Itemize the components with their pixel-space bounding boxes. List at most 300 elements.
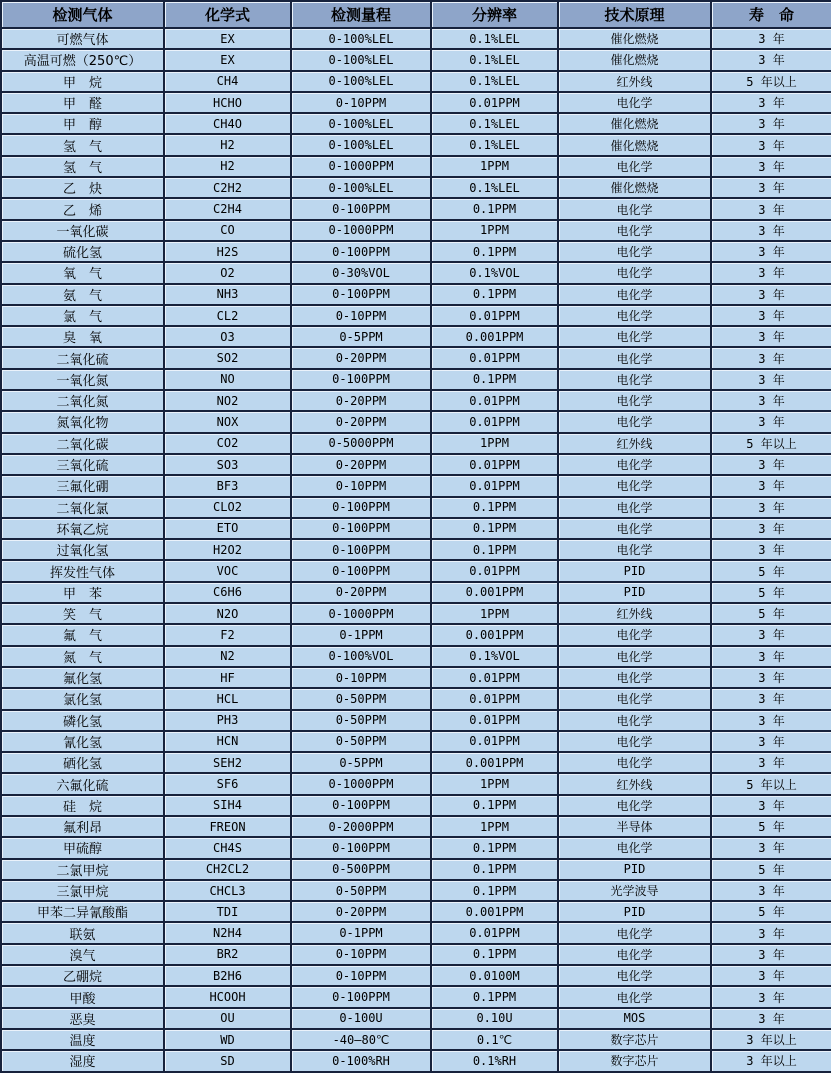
cell-principle: 电化学 (559, 391, 712, 412)
table-row (2, 263, 831, 284)
cell-lifespan: 3 年以上 (712, 1030, 831, 1051)
cell-formula: NO (165, 370, 292, 391)
column-header-lifespan: 寿 命 (712, 2, 831, 29)
column-header-principle: 技术原理 (559, 2, 712, 29)
cell-principle: 电化学 (559, 327, 712, 348)
cell-principle: 电化学 (559, 647, 712, 668)
cell-lifespan: 3 年 (712, 625, 831, 646)
cell-formula: SO2 (165, 348, 292, 369)
cell-formula: CH4 (165, 72, 292, 93)
table-row (2, 1051, 831, 1072)
cell-lifespan: 3 年 (712, 306, 831, 327)
cell-range: 0-100PPM (292, 519, 432, 540)
cell-formula: NOX (165, 412, 292, 433)
table-row (2, 540, 831, 561)
cell-principle: 电化学 (559, 263, 712, 284)
table-row (2, 774, 831, 795)
cell-principle: 数字芯片 (559, 1051, 712, 1072)
table-row (2, 689, 831, 710)
cell-principle: MOS (559, 1009, 712, 1030)
cell-resolution: 0.01PPM (432, 689, 559, 710)
table-row (2, 285, 831, 306)
cell-principle: 电化学 (559, 732, 712, 753)
cell-lifespan: 3 年 (712, 987, 831, 1008)
cell-principle: 电化学 (559, 540, 712, 561)
table-row (2, 711, 831, 732)
cell-formula: EX (165, 50, 292, 71)
cell-formula: N2 (165, 647, 292, 668)
cell-resolution: 0.001PPM (432, 583, 559, 604)
cell-lifespan: 5 年 (712, 817, 831, 838)
cell-lifespan: 5 年 (712, 583, 831, 604)
cell-formula: NH3 (165, 285, 292, 306)
cell-formula: SD (165, 1051, 292, 1072)
cell-resolution: 0.01PPM (432, 348, 559, 369)
cell-principle: 催化燃烧 (559, 29, 712, 50)
cell-range: 0-1000PPM (292, 221, 432, 242)
cell-lifespan: 3 年 (712, 945, 831, 966)
cell-resolution: 0.1PPM (432, 945, 559, 966)
cell-gas-name: 氯化氢 (2, 689, 165, 710)
cell-gas-name: 甲苯二异氰酸酯 (2, 902, 165, 923)
cell-gas-name: 湿度 (2, 1051, 165, 1072)
cell-gas-name: 甲酸 (2, 987, 165, 1008)
cell-lifespan: 3 年 (712, 455, 831, 476)
cell-principle: 催化燃烧 (559, 178, 712, 199)
cell-range: 0-100%RH (292, 1051, 432, 1072)
cell-range: 0-100PPM (292, 540, 432, 561)
cell-range: 0-2000PPM (292, 817, 432, 838)
table-row (2, 221, 831, 242)
cell-resolution: 0.01PPM (432, 412, 559, 433)
cell-formula: FREON (165, 817, 292, 838)
cell-lifespan: 3 年 (712, 178, 831, 199)
cell-principle: 数字芯片 (559, 1030, 712, 1051)
cell-resolution: 0.1PPM (432, 498, 559, 519)
cell-gas-name: 挥发性气体 (2, 561, 165, 582)
cell-formula: ETO (165, 519, 292, 540)
cell-formula: SEH2 (165, 753, 292, 774)
table-row (2, 434, 831, 455)
cell-range: 0-100%LEL (292, 135, 432, 156)
cell-gas-name: 甲 苯 (2, 583, 165, 604)
cell-resolution: 0.1PPM (432, 987, 559, 1008)
cell-formula: HCHO (165, 93, 292, 114)
cell-formula: H2O2 (165, 540, 292, 561)
header-row (2, 2, 831, 29)
cell-gas-name: 二氧化氮 (2, 391, 165, 412)
cell-range: 0-1PPM (292, 923, 432, 944)
cell-formula: BR2 (165, 945, 292, 966)
cell-resolution: 0.1PPM (432, 881, 559, 902)
cell-range: 0-1000PPM (292, 604, 432, 625)
table-row (2, 242, 831, 263)
cell-resolution: 0.001PPM (432, 625, 559, 646)
cell-range: 0-100PPM (292, 285, 432, 306)
cell-formula: O3 (165, 327, 292, 348)
cell-formula: OU (165, 1009, 292, 1030)
cell-principle: 电化学 (559, 945, 712, 966)
cell-lifespan: 5 年 (712, 902, 831, 923)
cell-resolution: 0.01PPM (432, 668, 559, 689)
cell-lifespan: 3 年 (712, 753, 831, 774)
table-row (2, 966, 831, 987)
cell-resolution: 0.1%LEL (432, 50, 559, 71)
cell-gas-name: 三氧化硫 (2, 455, 165, 476)
cell-resolution: 0.1%VOL (432, 263, 559, 284)
table-row (2, 391, 831, 412)
table-row (2, 306, 831, 327)
cell-principle: 电化学 (559, 348, 712, 369)
cell-range: 0-100PPM (292, 498, 432, 519)
cell-resolution: 0.001PPM (432, 753, 559, 774)
cell-formula: CO2 (165, 434, 292, 455)
cell-principle: PID (559, 860, 712, 881)
cell-gas-name: 乙 炔 (2, 178, 165, 199)
cell-gas-name: 高温可燃（250℃） (2, 50, 165, 71)
cell-range: 0-20PPM (292, 412, 432, 433)
cell-range: 0-10PPM (292, 668, 432, 689)
cell-principle: 电化学 (559, 306, 712, 327)
cell-principle: 电化学 (559, 199, 712, 220)
cell-lifespan: 5 年以上 (712, 434, 831, 455)
cell-gas-name: 二氧化硫 (2, 348, 165, 369)
cell-resolution: 0.1℃ (432, 1030, 559, 1051)
cell-formula: CLO2 (165, 498, 292, 519)
cell-gas-name: 六氟化硫 (2, 774, 165, 795)
cell-lifespan: 3 年 (712, 135, 831, 156)
cell-range: 0-1PPM (292, 625, 432, 646)
table-row (2, 987, 831, 1008)
cell-range: 0-10PPM (292, 93, 432, 114)
cell-formula: C6H6 (165, 583, 292, 604)
cell-lifespan: 3 年 (712, 498, 831, 519)
table-row (2, 796, 831, 817)
cell-resolution: 0.001PPM (432, 327, 559, 348)
cell-gas-name: 联氨 (2, 923, 165, 944)
cell-lifespan: 3 年 (712, 412, 831, 433)
cell-resolution: 0.01PPM (432, 93, 559, 114)
cell-principle: 电化学 (559, 689, 712, 710)
table-row (2, 327, 831, 348)
cell-resolution: 1PPM (432, 817, 559, 838)
cell-resolution: 0.1%LEL (432, 72, 559, 93)
table-row (2, 1009, 831, 1030)
table-row (2, 135, 831, 156)
cell-lifespan: 3 年 (712, 923, 831, 944)
cell-range: 0-100PPM (292, 987, 432, 1008)
cell-range: 0-10PPM (292, 945, 432, 966)
cell-lifespan: 3 年 (712, 327, 831, 348)
cell-lifespan: 3 年 (712, 689, 831, 710)
cell-gas-name: 氟利昂 (2, 817, 165, 838)
table-row (2, 199, 831, 220)
cell-principle: 电化学 (559, 285, 712, 306)
cell-lifespan: 3 年 (712, 50, 831, 71)
cell-formula: CH4S (165, 838, 292, 859)
table-row (2, 455, 831, 476)
cell-principle: 电化学 (559, 923, 712, 944)
table-row (2, 604, 831, 625)
table-row (2, 114, 831, 135)
cell-gas-name: 可燃气体 (2, 29, 165, 50)
cell-formula: H2 (165, 157, 292, 178)
cell-gas-name: 硫化氢 (2, 242, 165, 263)
cell-resolution: 0.1PPM (432, 285, 559, 306)
cell-lifespan: 3 年 (712, 348, 831, 369)
cell-principle: 电化学 (559, 498, 712, 519)
cell-gas-name: 氯 气 (2, 306, 165, 327)
cell-range: 0-100PPM (292, 561, 432, 582)
cell-principle: 电化学 (559, 221, 712, 242)
cell-range: 0-10PPM (292, 306, 432, 327)
cell-formula: VOC (165, 561, 292, 582)
cell-principle: 半导体 (559, 817, 712, 838)
cell-formula: HCN (165, 732, 292, 753)
cell-formula: C2H2 (165, 178, 292, 199)
cell-resolution: 1PPM (432, 604, 559, 625)
table-row (2, 753, 831, 774)
cell-gas-name: 硒化氢 (2, 753, 165, 774)
cell-gas-name: 恶臭 (2, 1009, 165, 1030)
column-header-resolution: 分辨率 (432, 2, 559, 29)
cell-gas-name: 二氯甲烷 (2, 860, 165, 881)
cell-resolution: 0.01PPM (432, 923, 559, 944)
table-row (2, 923, 831, 944)
cell-principle: 电化学 (559, 796, 712, 817)
cell-gas-name: 甲硫醇 (2, 838, 165, 859)
cell-formula: F2 (165, 625, 292, 646)
table-row (2, 370, 831, 391)
cell-principle: 电化学 (559, 455, 712, 476)
cell-gas-name: 一氧化碳 (2, 221, 165, 242)
table-row (2, 625, 831, 646)
cell-resolution: 0.1PPM (432, 796, 559, 817)
cell-range: 0-100%LEL (292, 72, 432, 93)
cell-resolution: 0.1%RH (432, 1051, 559, 1072)
cell-lifespan: 3 年 (712, 93, 831, 114)
cell-lifespan: 3 年 (712, 263, 831, 284)
cell-gas-name: 三氟化硼 (2, 476, 165, 497)
cell-resolution: 0.01PPM (432, 391, 559, 412)
cell-formula: CH4O (165, 114, 292, 135)
cell-formula: WD (165, 1030, 292, 1051)
cell-principle: 电化学 (559, 476, 712, 497)
cell-gas-name: 溴气 (2, 945, 165, 966)
cell-lifespan: 3 年 (712, 199, 831, 220)
cell-lifespan: 3 年 (712, 1009, 831, 1030)
cell-lifespan: 3 年 (712, 668, 831, 689)
cell-range: 0-10PPM (292, 476, 432, 497)
cell-lifespan: 5 年 (712, 561, 831, 582)
cell-principle: 电化学 (559, 711, 712, 732)
cell-gas-name: 氮氧化物 (2, 412, 165, 433)
cell-range: 0-100%LEL (292, 50, 432, 71)
cell-lifespan: 3 年 (712, 540, 831, 561)
cell-resolution: 0.001PPM (432, 902, 559, 923)
cell-formula: TDI (165, 902, 292, 923)
cell-principle: 电化学 (559, 93, 712, 114)
cell-range: -40—80℃ (292, 1030, 432, 1051)
cell-formula: PH3 (165, 711, 292, 732)
cell-lifespan: 3 年 (712, 157, 831, 178)
cell-formula: EX (165, 29, 292, 50)
cell-range: 0-5000PPM (292, 434, 432, 455)
cell-range: 0-100PPM (292, 796, 432, 817)
table-row (2, 519, 831, 540)
cell-lifespan: 3 年 (712, 391, 831, 412)
cell-resolution: 1PPM (432, 221, 559, 242)
cell-resolution: 0.1PPM (432, 838, 559, 859)
cell-formula: NO2 (165, 391, 292, 412)
cell-resolution: 0.1%LEL (432, 114, 559, 135)
cell-gas-name: 甲 醛 (2, 93, 165, 114)
cell-formula: CHCL3 (165, 881, 292, 902)
cell-principle: 催化燃烧 (559, 114, 712, 135)
cell-lifespan: 3 年 (712, 796, 831, 817)
cell-range: 0-100%LEL (292, 29, 432, 50)
cell-range: 0-100U (292, 1009, 432, 1030)
cell-lifespan: 5 年以上 (712, 774, 831, 795)
cell-formula: SO3 (165, 455, 292, 476)
cell-formula: CL2 (165, 306, 292, 327)
cell-formula: H2S (165, 242, 292, 263)
cell-gas-name: 磷化氢 (2, 711, 165, 732)
table-row (2, 647, 831, 668)
cell-formula: CH2CL2 (165, 860, 292, 881)
cell-formula: N2H4 (165, 923, 292, 944)
cell-gas-name: 氰化氢 (2, 732, 165, 753)
cell-resolution: 0.01PPM (432, 732, 559, 753)
cell-principle: 电化学 (559, 838, 712, 859)
cell-principle: 电化学 (559, 519, 712, 540)
cell-formula: HF (165, 668, 292, 689)
cell-lifespan: 3 年 (712, 881, 831, 902)
table-row (2, 72, 831, 93)
column-header-formula: 化学式 (165, 2, 292, 29)
cell-range: 0-1000PPM (292, 774, 432, 795)
cell-gas-name: 一氧化氮 (2, 370, 165, 391)
cell-principle: PID (559, 583, 712, 604)
cell-principle: 电化学 (559, 242, 712, 263)
cell-principle: 催化燃烧 (559, 135, 712, 156)
cell-range: 0-20PPM (292, 391, 432, 412)
cell-principle: 电化学 (559, 412, 712, 433)
table-row (2, 668, 831, 689)
table-row (2, 157, 831, 178)
cell-formula: H2 (165, 135, 292, 156)
cell-resolution: 1PPM (432, 434, 559, 455)
cell-lifespan: 5 年以上 (712, 72, 831, 93)
cell-lifespan: 3 年 (712, 221, 831, 242)
cell-principle: 电化学 (559, 966, 712, 987)
cell-range: 0-50PPM (292, 881, 432, 902)
table-row (2, 412, 831, 433)
cell-principle: PID (559, 561, 712, 582)
cell-resolution: 1PPM (432, 157, 559, 178)
cell-principle: 红外线 (559, 72, 712, 93)
cell-formula: B2H6 (165, 966, 292, 987)
cell-lifespan: 3 年 (712, 838, 831, 859)
cell-formula: HCOOH (165, 987, 292, 1008)
cell-lifespan: 3 年 (712, 966, 831, 987)
cell-range: 0-100PPM (292, 199, 432, 220)
cell-range: 0-20PPM (292, 902, 432, 923)
cell-principle: 电化学 (559, 157, 712, 178)
cell-formula: SF6 (165, 774, 292, 795)
cell-resolution: 0.01PPM (432, 476, 559, 497)
cell-resolution: 0.01PPM (432, 455, 559, 476)
cell-lifespan: 5 年 (712, 604, 831, 625)
cell-gas-name: 乙硼烷 (2, 966, 165, 987)
cell-resolution: 0.1%VOL (432, 647, 559, 668)
cell-gas-name: 笑 气 (2, 604, 165, 625)
table-row (2, 583, 831, 604)
cell-range: 0-100%LEL (292, 114, 432, 135)
cell-resolution: 0.1PPM (432, 199, 559, 220)
table-row (2, 902, 831, 923)
cell-resolution: 0.1%LEL (432, 135, 559, 156)
cell-resolution: 0.01PPM (432, 306, 559, 327)
cell-gas-name: 甲 烷 (2, 72, 165, 93)
cell-gas-name: 温度 (2, 1030, 165, 1051)
cell-range: 0-20PPM (292, 583, 432, 604)
cell-resolution: 0.1PPM (432, 242, 559, 263)
cell-resolution: 0.10U (432, 1009, 559, 1030)
cell-formula: SIH4 (165, 796, 292, 817)
table-row (2, 860, 831, 881)
cell-lifespan: 3 年 (712, 476, 831, 497)
cell-gas-name: 过氧化氢 (2, 540, 165, 561)
cell-range: 0-50PPM (292, 689, 432, 710)
cell-resolution: 1PPM (432, 774, 559, 795)
cell-lifespan: 3 年 (712, 29, 831, 50)
cell-principle: 红外线 (559, 604, 712, 625)
cell-formula: BF3 (165, 476, 292, 497)
cell-principle: 光学波导 (559, 881, 712, 902)
table-row (2, 732, 831, 753)
cell-range: 0-100PPM (292, 370, 432, 391)
table-row (2, 945, 831, 966)
cell-lifespan: 3 年以上 (712, 1051, 831, 1072)
cell-gas-name: 氮 气 (2, 647, 165, 668)
table-row (2, 881, 831, 902)
column-header-gas: 检测气体 (2, 2, 165, 29)
cell-principle: 催化燃烧 (559, 50, 712, 71)
cell-lifespan: 3 年 (712, 114, 831, 135)
table-body (2, 29, 831, 1073)
cell-formula: N2O (165, 604, 292, 625)
cell-gas-name: 甲 醇 (2, 114, 165, 135)
cell-principle: 电化学 (559, 987, 712, 1008)
cell-resolution: 0.01PPM (432, 711, 559, 732)
cell-range: 0-1000PPM (292, 157, 432, 178)
cell-principle: 电化学 (559, 625, 712, 646)
cell-principle: 电化学 (559, 668, 712, 689)
cell-gas-name: 二氧化碳 (2, 434, 165, 455)
cell-lifespan: 3 年 (712, 242, 831, 263)
cell-range: 0-50PPM (292, 732, 432, 753)
table-row (2, 93, 831, 114)
cell-lifespan: 5 年 (712, 860, 831, 881)
cell-range: 0-5PPM (292, 327, 432, 348)
cell-gas-name: 氢 气 (2, 157, 165, 178)
cell-gas-name: 三氯甲烷 (2, 881, 165, 902)
cell-principle: 电化学 (559, 370, 712, 391)
cell-lifespan: 3 年 (712, 647, 831, 668)
cell-gas-name: 氨 气 (2, 285, 165, 306)
table-row (2, 1030, 831, 1051)
